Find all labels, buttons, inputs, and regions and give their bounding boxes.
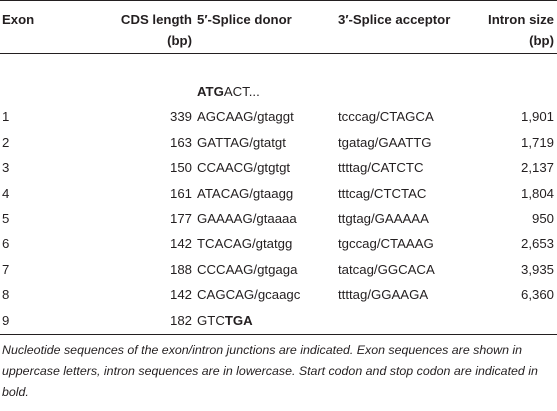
cds-length: 177 xyxy=(169,211,192,227)
exon-number: 7 xyxy=(2,261,10,277)
cds-length: 150 xyxy=(169,160,192,176)
splice-acceptor: tttcag/CTCTAC xyxy=(338,185,427,201)
table-row xyxy=(0,105,557,130)
cds-length: 188 xyxy=(169,261,192,277)
splice-acceptor: tcccag/CTAGCA xyxy=(338,109,434,125)
cds-length: 182 xyxy=(100,308,195,335)
table-row xyxy=(0,283,557,308)
table-footnote: Nucleotide sequences of the exon/intron junctions are indicated. Exon sequences are shown in uppercase letters, intron sequences are in lowercase. Start codon and stop codon are indicated in bold. xyxy=(2,343,538,399)
header-intron-size: Intron size (bp) xyxy=(471,1,557,54)
start-codon-row xyxy=(0,79,557,104)
cds-length: 142 xyxy=(169,236,192,252)
intron-size: 3,935 xyxy=(520,261,554,277)
table-row xyxy=(0,156,557,181)
splice-donor: CAGCAG/gcaagc xyxy=(197,287,301,303)
exon-number: 9 xyxy=(0,308,100,335)
splice-acceptor: tgatag/GAATTG xyxy=(338,134,432,150)
splice-acceptor: ttgtag/GAAAAA xyxy=(338,211,429,227)
splice-donor: AGCAAG/gtaggt xyxy=(197,109,294,125)
exon-number: 3 xyxy=(2,160,10,176)
splice-donor: GATTAG/gtatgt xyxy=(197,134,286,150)
splice-acceptor: ttttag/GGAAGA xyxy=(338,287,429,303)
header-row xyxy=(0,1,557,54)
splice-donor: TCACAG/gtatgg xyxy=(197,236,293,252)
intron-size: 2,653 xyxy=(520,236,554,252)
exon-number: 5 xyxy=(2,211,10,227)
exon-number: 4 xyxy=(2,185,10,201)
intron-size: 1,804 xyxy=(520,185,554,201)
start-codon: ATG xyxy=(197,84,224,100)
splice-acceptor: ttttag/CATCTC xyxy=(338,160,424,176)
header-exon: Exon xyxy=(0,1,100,54)
exon-number: 6 xyxy=(2,236,10,252)
table-row xyxy=(0,181,557,206)
header-splice-donor: 5′-Splice donor xyxy=(195,1,338,54)
splice-donor: ATACAG/gtaagg xyxy=(197,185,294,201)
exon-number: 1 xyxy=(2,109,10,125)
exon-number: 2 xyxy=(2,134,10,150)
stop-codon-cell xyxy=(195,308,338,335)
intron-size: 6,360 xyxy=(520,287,554,303)
splice-acceptor: tatcag/GGCACA xyxy=(338,261,435,277)
cds-length: 163 xyxy=(169,134,192,150)
splice-donor: CCCAAG/gtgaga xyxy=(197,261,298,277)
cds-length: 142 xyxy=(169,287,192,303)
start-sequence: ACT... xyxy=(223,84,260,100)
intron-size: 1,719 xyxy=(520,134,554,150)
stop-sequence: GTC xyxy=(197,312,225,328)
stop-codon: TGA xyxy=(224,312,253,328)
splice-acceptor: tgccag/CTAAAG xyxy=(338,236,434,252)
table-row xyxy=(0,232,557,257)
intron-size: 2,137 xyxy=(520,160,554,176)
start-codon-cell xyxy=(195,79,338,104)
cds-length: 339 xyxy=(169,109,192,125)
splice-donor: CCAACG/gtgtgt xyxy=(197,160,291,176)
exon-number: 8 xyxy=(2,287,10,303)
intron-size: 950 xyxy=(531,211,554,227)
cds-length: 161 xyxy=(169,185,192,201)
header-splice-acceptor: 3′-Splice acceptor xyxy=(338,1,471,54)
table-row xyxy=(0,130,557,155)
table-row-exon-9 xyxy=(0,308,557,335)
header-cds-length: CDS length (bp) xyxy=(100,1,195,54)
splice-donor: GAAAAG/gtaaaa xyxy=(197,211,297,227)
table-row xyxy=(0,206,557,231)
intron-size: 1,901 xyxy=(520,109,554,125)
table-row xyxy=(0,257,557,282)
